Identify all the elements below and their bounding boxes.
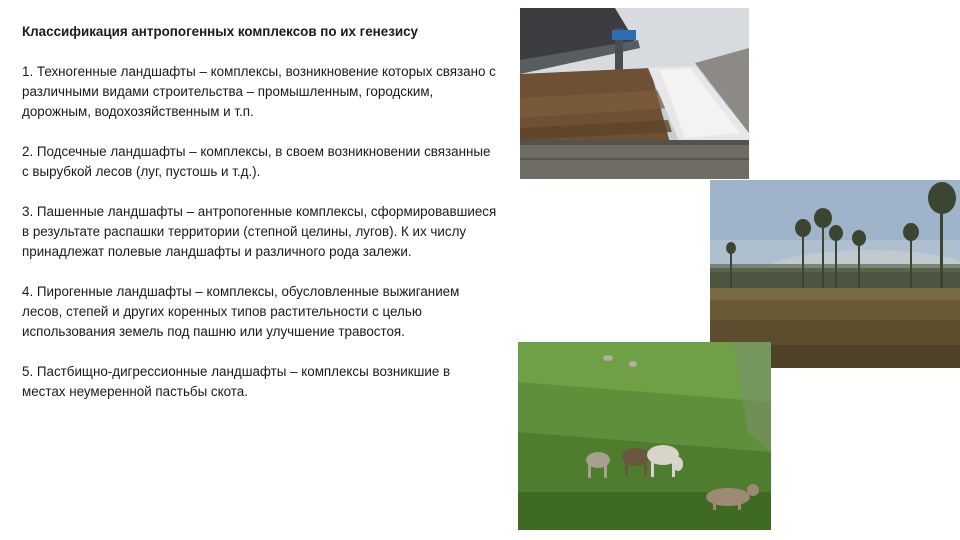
slide-title: Классификация антропогенных комплексов по их генезису [22,24,419,39]
list-item-clearing: 2. Подсечные ландшафты – комплексы, в своем возникновении связанные с вырубкой лесов (луг, пустошь и т.д.). [22,144,491,179]
list-item-pasture: 5. Пастбищно-дигрессионные ландшафты – комплексы возникшие в местах неумеренной пастьбы скота. [22,364,451,399]
highway-bridge-embankment-photo [520,8,749,179]
text-content [22,22,497,422]
list-item-technogenic: 1. Техногенные ландшафты – комплексы, возникновение которых связано с различными видами строительства – промышленным, городским, дорожным, водохозяйственным и т.п. [22,64,496,119]
list-item-pyrogenic: 4. Пирогенные ландшафты – комплексы, обусловленные выжиганием лесов, степей и других коренных типов растительности с целью использования земель под пашню или улучшение травостоя. [22,284,460,339]
list-item-arable: 3. Пашенные ландшафты – антропогенные комплексы, сформировавшиеся в результате распашки территории (степной целины, лугов). К их числу принадлежат полевые ландшафты и различного рода залежи. [22,204,497,259]
burned-forest-clearing-photo [710,180,960,368]
grazing-cows-hillside-photo [518,342,771,530]
